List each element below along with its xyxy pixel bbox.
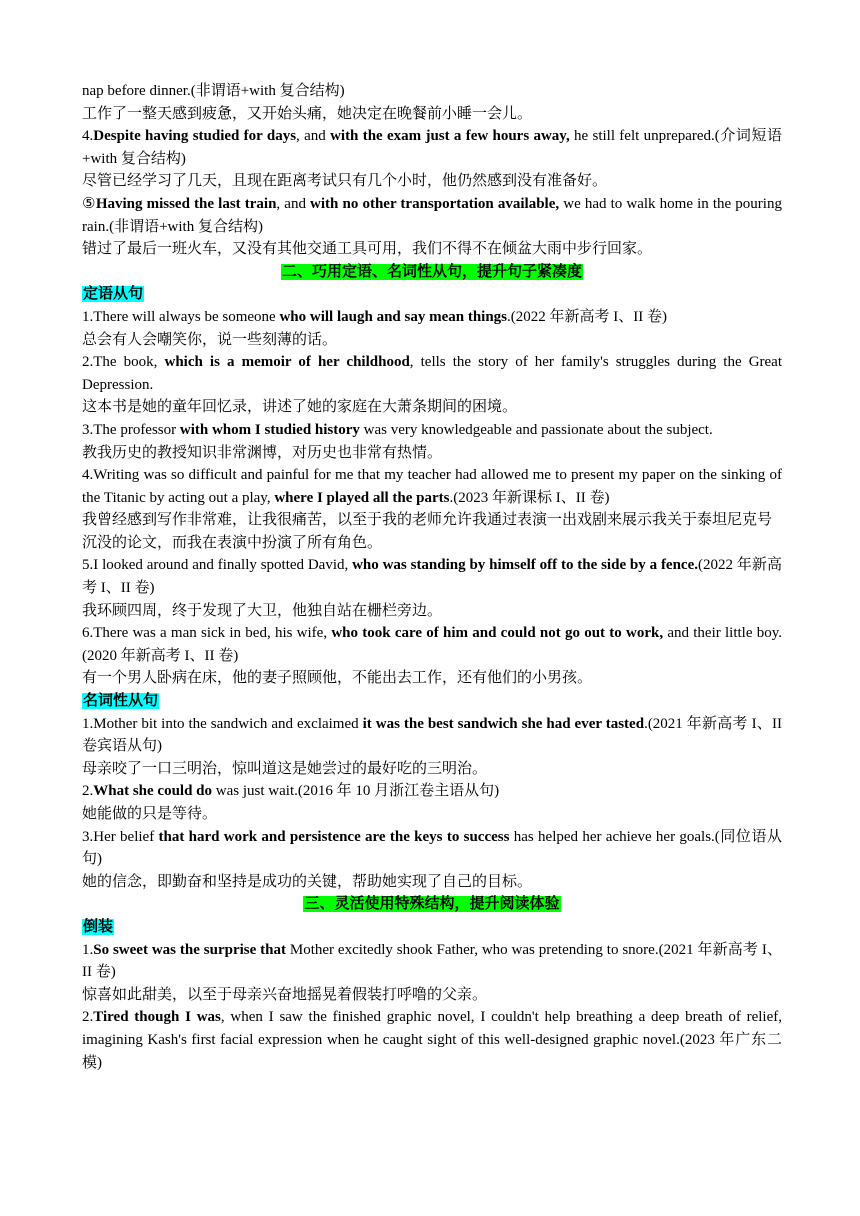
section-heading-text: 三、灵活使用特殊结构，提升阅读体验	[304, 896, 560, 913]
bold-phrase: which is a memoir of her childhood	[164, 354, 410, 371]
sentence-text: , and	[276, 195, 311, 212]
sentence-text: , tells the story of her family's struggles during the Great Depression.	[82, 354, 782, 393]
bold-phrase: Despite having studied for days	[93, 128, 297, 145]
section-heading-text: 二、巧用定语、名词性从句，提升句子紧凑度	[281, 263, 582, 280]
sentence-text: .(2023 年新课标 I、II 卷)	[449, 489, 610, 506]
chinese-translation: 她的信念，即勤奋和坚持是成功的关键，帮助她实现了自己的目标。	[82, 873, 533, 890]
english-sentence	[82, 80, 782, 103]
sentence-text: 1.	[82, 941, 94, 958]
bold-phrase: with no other transportation available,	[310, 195, 560, 212]
english-sentence	[82, 351, 782, 396]
subsection-heading-text: 定语从句	[83, 286, 144, 303]
sentence-text: 1.There will always be someone	[82, 308, 280, 325]
sentence-text: 5.I looked around and finally spotted David,	[82, 557, 353, 574]
sentence-text: nap before dinner.(非谓语+with 复合结构)	[82, 83, 345, 99]
sentence-text: was just wait.(2016 年 10 月浙江卷主语从句)	[212, 783, 500, 800]
english-sentence	[82, 780, 782, 803]
english-sentence	[82, 125, 782, 170]
chinese-translation: 我环顾四周，终于发现了大卫，他独自站在栅栏旁边。	[82, 602, 443, 619]
english-sentence	[82, 306, 782, 329]
sentence-text: we had to walk home in the pouring rain.(非谓语+with 复合结构)	[82, 195, 782, 235]
sentence-text: 4.Writing was so difficult and painful for me that my teacher had allowed me to present my paper on the sinking of the Titanic by acting out a play,	[82, 467, 782, 506]
english-sentence	[82, 419, 782, 442]
subsection-heading	[82, 690, 782, 713]
sentence-text: , and	[296, 128, 331, 145]
sentence-text: , when I saw the finished graphic novel, I couldn't help breathing a deep breath of relief, imagining Kash's first facial expression when he caught sight of this well-designed graphic novel.(2023 年广东二模)	[82, 1009, 782, 1071]
sentence-text: Mother excitedly shook Father, who was pretending to snore.(2021 年新高考 I、II 卷)	[82, 941, 782, 981]
section-heading	[82, 261, 782, 284]
english-sentence	[82, 713, 782, 758]
sentence-text: 3.Her belief	[82, 828, 159, 845]
english-sentence	[82, 554, 782, 599]
sentence-text: 2.	[82, 783, 94, 800]
subsection-heading	[82, 916, 782, 939]
bold-phrase: with the exam just a few hours away,	[330, 128, 570, 145]
sentence-text: .(2022 年新高考 I、II 卷)	[507, 308, 668, 325]
sentence-text: 2.	[82, 1009, 94, 1026]
sentence-text: and their little boy.(2020 年新高考 I、II 卷)	[82, 625, 782, 664]
bold-phrase: who will laugh and say mean things	[279, 308, 508, 325]
bold-phrase: with whom I studied history	[179, 421, 360, 438]
english-sentence	[82, 193, 782, 238]
document-page	[82, 80, 782, 1074]
chinese-translation: 总会有人会嘲笑你，说一些刻薄的话。	[82, 331, 338, 348]
sentence-text: 2.The book,	[82, 354, 165, 371]
english-sentence	[82, 622, 782, 667]
chinese-translation: 她能做的只是等待。	[82, 806, 218, 822]
chinese-translation: 我曾经感到写作非常难，让我很痛苦，以至于我的老师允许我通过表演一出戏剧来展示我关于泰坦尼克号沉没的论文，而我在表演中扮演了所有角色。	[82, 512, 773, 551]
bold-phrase: Tired though I was	[93, 1009, 221, 1026]
english-sentence	[82, 939, 782, 984]
sentence-text: was very knowledgeable and passionate about the subject.	[359, 421, 713, 438]
bold-phrase: who took care of him and could not go out to work,	[331, 625, 664, 642]
chinese-translation: 惊喜如此甜美，以至于母亲兴奋地摇晃着假装打呼噜的父亲。	[82, 986, 488, 1003]
chinese-translation: 有一个男人卧病在床，他的妻子照顾他，不能出去工作，还有他们的小男孩。	[82, 670, 593, 687]
sentence-text: 6.There was a man sick in bed, his wife,	[82, 625, 332, 642]
chinese-translation: 工作了一整天感到疲惫，又开始头痛，她决定在晚餐前小睡一会儿。	[82, 105, 533, 122]
section-heading	[82, 893, 782, 916]
bold-phrase: who was standing by himself off to the side by a fence.	[352, 557, 699, 574]
sentence-text: 3.The professor	[82, 421, 180, 438]
sentence-text: ⑤	[82, 195, 96, 212]
bold-phrase: What she could do	[93, 783, 213, 800]
subsection-heading	[82, 283, 782, 306]
subsection-heading-text: 名词性从句	[83, 693, 159, 710]
english-sentence	[82, 464, 782, 509]
bold-phrase: that hard work and persistence are the keys to success	[158, 828, 510, 845]
bold-phrase: Having missed the last train	[95, 195, 277, 212]
sentence-text: 4.	[82, 128, 94, 145]
chinese-translation: 教我历史的教授知识非常渊博，对历史也非常有热情。	[82, 444, 443, 461]
sentence-text: (2022 年新高考 I、II 卷)	[82, 557, 783, 597]
bold-phrase: So sweet was the surprise that	[93, 941, 286, 958]
english-sentence	[82, 1006, 782, 1074]
sentence-text: 1.Mother bit into the sandwich and exclaimed	[82, 715, 363, 732]
bold-phrase: it was the best sandwich she had ever tasted	[362, 715, 645, 732]
chinese-translation: 尽管已经学习了几天，且现在距离考试只有几个小时，他仍然感到没有准备好。	[82, 173, 608, 190]
sentence-text: .(2021 年新高考 I、II 卷宾语从句)	[82, 715, 783, 755]
chinese-translation: 这本书是她的童年回忆录，讲述了她的家庭在大萧条期间的困境。	[82, 399, 518, 416]
sentence-text: has helped her achieve her goals.(同位语从句)	[82, 828, 782, 868]
chinese-translation: 错过了最后一班火车，又没有其他交通工具可用，我们不得不在倾盆大雨中步行回家。	[82, 241, 653, 258]
english-sentence	[82, 826, 782, 871]
bold-phrase: where I played all the parts	[274, 489, 450, 506]
subsection-heading-text: 倒装	[83, 918, 114, 935]
sentence-text: he still felt unprepared.(介词短语+with 复合结构)	[82, 128, 782, 167]
chinese-translation: 母亲咬了一口三明治，惊叫道这是她尝过的最好吃的三明治。	[82, 760, 488, 777]
